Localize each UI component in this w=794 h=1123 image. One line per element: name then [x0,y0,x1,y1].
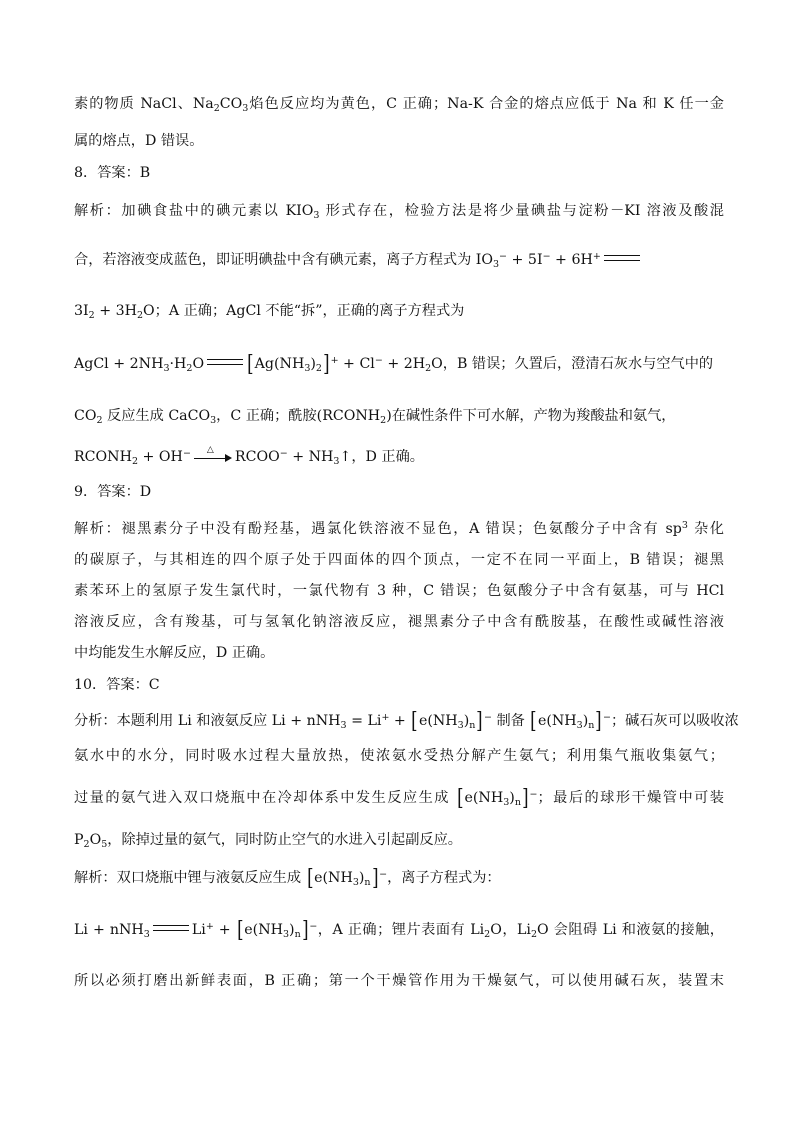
text-run: 过量的氨气进入双口烧瓶中在冷却体系中发生反应生成 [74,790,456,806]
text-line-l13 [74,581,724,601]
text-run: RCONH [74,449,132,465]
text-run: + OH [138,449,183,465]
equilibrium-equals-icon [153,925,189,931]
bracket: ] [595,709,602,734]
text-line-l23 [74,971,724,991]
text-run: O，Li [490,922,531,938]
text-run: ) [310,356,316,372]
subscript: 2 [425,363,432,374]
text-run: + 2H [382,356,426,372]
subscript: 2 [380,415,387,426]
subscript: 2 [96,415,103,426]
bracket: [ [530,709,537,734]
text-run: 属的熔点，D 错误。 [74,133,204,149]
text-run: AgCl + 2NH [74,356,164,372]
text-run: P [74,832,84,848]
text-run: 3I [74,303,89,319]
text-run: ) [358,870,365,886]
text-line-l05 [74,250,724,270]
text-run: 中均能发生水解反应，D 正确。 [74,645,275,661]
text-run: CO [74,408,97,424]
text-line-l20 [74,830,724,850]
equilibrium-equals-icon [604,255,640,261]
subscript: n [364,877,371,888]
text-run: RCOO [234,449,280,465]
subscript: 3 [210,415,217,426]
superscript: − [182,448,191,459]
text-line-l22 [74,918,724,943]
text-run: 素的物质 NaCl、Na [74,96,214,112]
heat-symbol: △ [206,445,214,455]
subscript: 3 [503,797,510,808]
text-run: e(NH [464,790,504,806]
text-run: 所以必须打磨出新鲜表面，B 正确；第一个干燥管作用为干燥氨气，可以使用碱石灰，装置末 [74,973,724,989]
bracket: ] [476,709,483,734]
text-line-l04 [74,201,724,221]
text-line-l11 [74,519,724,539]
text-line-l18 [74,746,724,766]
superscript: + [381,712,390,723]
text-line-l21 [74,866,724,891]
text-run: CO [219,96,243,112]
text-run: 氨水中的水分，同时吸水过程大量放热，使浓氨水受热分解产生氨气；利用集气瓶收集氨气； [74,748,724,764]
text-run: ，除掉过量的氨气，同时防止空气的水进入引起副反应。 [107,832,462,848]
text-run: O；A 正确；AgCl 不能“拆”，正确的离子方程式为 [143,303,465,319]
subscript: n [514,797,521,808]
text-run: 解析：加碘食盐中的碘元素以 KIO [74,203,314,219]
superscript: − [379,869,388,880]
text-run: )在碱性条件下可水解，产物为羧酸盐和氨气， [386,408,676,424]
text-run: e(NH [418,713,458,729]
text-line-l14 [74,612,724,632]
superscript: − [602,712,611,723]
subscript: 2 [530,929,538,940]
text-run: Li + nNH [74,922,144,938]
subscript: 3 [333,456,340,467]
subscript: 2 [186,363,193,374]
superscript: − [279,448,288,459]
text-run: Li [191,922,206,938]
bracket: [ [247,352,254,377]
superscript: − [542,251,551,262]
subscript: 2 [315,363,322,374]
superscript: − [529,789,538,800]
bracket: [ [236,918,244,943]
subscript: 3 [352,877,359,888]
subscript: 3 [143,929,150,940]
text-run: 焰色反应均为黄色，C 正确；Na-K 合金的熔点应低于 Na 和 K 任一金 [248,96,724,112]
text-run: ，离子方程式为： [387,870,501,886]
subscript: 3 [493,259,500,270]
text-run: e(NH [314,870,353,886]
subscript: 3 [283,929,290,940]
text-run: + Cl [338,356,375,372]
text-run: 素苯环上的氢原子发生氯代时，一氯代物有 3 种，C 错误；色氨酸分子中含有氨基，可与 HCl [74,583,724,599]
text-run: O [192,356,205,372]
text-run: + [213,922,236,938]
text-run: O [89,832,102,848]
subscript: 3 [242,103,249,114]
bracket: ] [301,918,309,943]
text-run: 解析：褪黑素分子中没有酚羟基，遇氯化铁溶液不显色，A 错误；色氨酸分子中含有 sp [74,521,682,537]
text-run: e(NH [537,713,577,729]
subscript: 2 [137,310,144,321]
subscript: 3 [576,720,583,731]
text-line-l08 [74,406,724,426]
subscript: 2 [131,456,139,467]
text-run: + 3H [94,303,137,319]
bracket: ] [371,866,379,891]
bracket: [ [306,866,314,891]
text-run: 解析：双口烧瓶中锂与液氨反应生成 [74,870,306,886]
superscript: − [499,251,508,262]
text-line-l03 [74,163,724,183]
text-line-l15 [74,643,724,663]
bracket: [ [411,709,418,734]
text-line-l17 [74,709,739,734]
text-run: ↑，D 正确。 [339,449,424,465]
text-line-l12 [74,550,724,570]
text-run: + 6H [550,252,593,268]
text-run: + [389,713,411,729]
text-run: 杂化 [687,521,724,537]
text-run: + 5I [507,252,543,268]
text-run: + NH [287,449,334,465]
text-run: 分析：本题利用 Li 和液氨反应 Li + nNH [74,713,341,729]
subscript: 2 [484,929,491,940]
subscript: n [294,929,301,940]
text-run: 形式存在，检验方法是将少量碘盐与淀粉－KI 溶液及酸混 [319,203,724,219]
text-run: 的碳原子，与其相连的四个原子处于四面体的四个顶点，一定不在同一平面上，B 错误；褪黑 [74,552,724,568]
subscript: 3 [340,720,347,731]
text-run: 制备 [491,713,530,729]
bracket: ] [323,352,330,377]
text-run: ，A 正确；锂片表面有 Li [317,922,485,938]
superscript: 3 [681,520,688,531]
text-run: ) [582,713,589,729]
subscript: 3 [304,363,311,374]
subscript: n [469,720,476,731]
text-run: ) [509,790,515,806]
text-run: = Li [346,713,382,729]
text-run: ) [463,713,470,729]
text-run: e(NH [244,922,283,938]
bracket: ] [522,786,529,811]
superscript: + [330,355,339,366]
text-run: 9．答案：D [74,484,152,500]
superscript: − [483,712,492,723]
text-run: ，C 正确；酰胺(RCONH [216,408,381,424]
subscript: 2 [88,310,95,321]
text-run: O 会阻碍 Li 和液氨的接触， [537,922,724,938]
text-line-l07 [74,352,724,377]
superscript: − [374,355,383,366]
subscript: 3 [457,720,464,731]
superscript: + [592,251,601,262]
subscript: 2 [213,103,220,114]
text-run: 10．答案：C [74,677,160,693]
text-run: ) [289,922,295,938]
bracket: [ [456,786,464,811]
subscript: 5 [101,839,108,850]
equilibrium-equals-icon [207,359,243,365]
text-run: 溶液反应，含有羧基，可与氢氧化钠溶液反应，褪黑素分子中含有酰胺基，在酸性或碱性溶液 [74,614,724,630]
text-line-l19 [74,786,724,811]
subscript: 2 [83,839,90,850]
text-line-l10 [74,482,724,502]
subscript: 3 [163,363,170,374]
superscript: + [205,921,214,932]
text-line-l16 [74,675,724,695]
text-run: O，B 错误；久置后，澄清石灰水与空气中的 [431,356,714,372]
text-run: ·H [169,356,187,372]
text-line-l01 [74,94,724,114]
subscript: n [588,720,595,731]
superscript: − [309,921,318,932]
text-line-l09 [74,447,724,467]
text-run: ；最后的球形干燥管中可装 [537,790,724,806]
text-run: ；碱石灰可以吸收浓 [610,713,739,729]
subscript: 3 [313,210,320,221]
text-run: 合，若溶液变成蓝色，即证明碘盐中含有碘元素，离子方程式为 IO [74,252,493,268]
text-run: 8．答案：B [74,165,151,181]
text-line-l06 [74,301,724,321]
text-run: 反应生成 CaCO [102,408,211,424]
text-run: Ag(NH [254,356,305,372]
text-line-l02 [74,131,724,151]
